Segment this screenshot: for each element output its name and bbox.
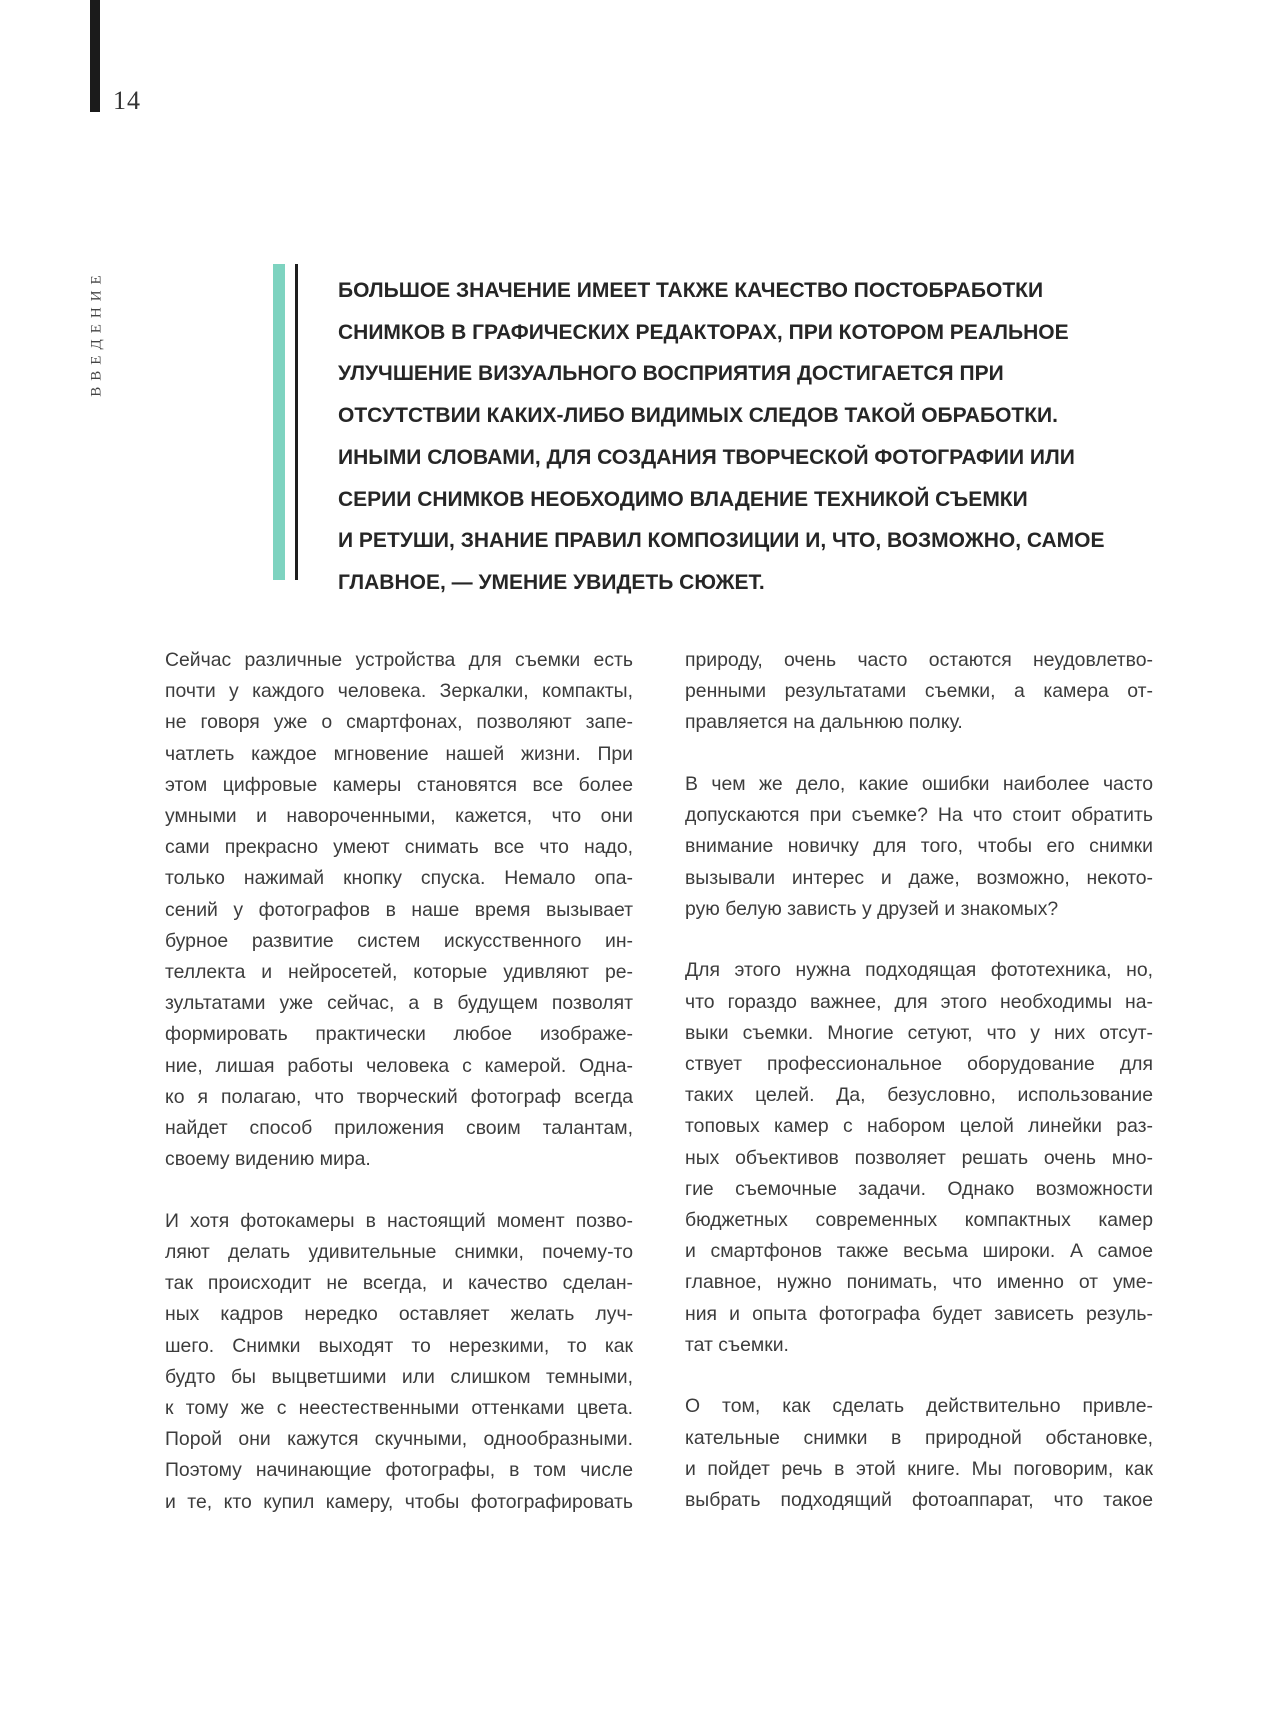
body-paragraph	[165, 645, 633, 1175]
callout-line: СНИМКОВ В ГРАФИЧЕСКИХ РЕДАКТОРАХ, ПРИ КОТОРОМ РЕАЛЬНОЕ	[338, 320, 1069, 344]
text-line: вызывали интерес и даже, возможно, некото-	[685, 866, 1153, 889]
callout-text	[338, 270, 1158, 604]
text-line: ния и опыта фотографа будет зависеть резуль-	[685, 1302, 1153, 1325]
text-line: главное, нужно понимать, что именно от уме-	[685, 1271, 1153, 1294]
text-line: Порой они кажутся скучными, однообразными.	[165, 1428, 633, 1451]
text-line: Для этого нужна подходящая фототехника, но,	[685, 959, 1153, 982]
body-paragraph	[685, 955, 1153, 1361]
callout-line: ГЛАВНОЕ, — УМЕНИЕ УВИДЕТЬ СЮЖЕТ.	[338, 570, 765, 594]
body-paragraph	[165, 1206, 633, 1518]
body-paragraph	[685, 769, 1153, 925]
text-line: чатлеть каждое мгновение нашей жизни. При	[165, 742, 633, 765]
text-line: ных объективов позволяет решать очень мно-	[685, 1146, 1153, 1169]
text-line: Сейчас различные устройства для съемки есть	[165, 649, 633, 671]
text-line: таких целей. Да, безусловно, использование	[685, 1084, 1153, 1107]
text-line: бюджетных современных компактных камер	[685, 1209, 1153, 1232]
callout-line: УЛУЧШЕНИЕ ВИЗУАЛЬНОГО ВОСПРИЯТИЯ ДОСТИГАЕТСЯ ПРИ	[338, 362, 1004, 386]
text-line: О том, как сделать действительно привле-	[685, 1395, 1153, 1418]
page-number: 14	[113, 86, 141, 115]
text-line: природу, очень часто остаются неудовлетво-	[685, 649, 1153, 671]
text-line: В чем же дело, какие ошибки наиболее часто	[685, 773, 1153, 795]
text-line: почти у каждого человека. Зеркалки, компакты,	[165, 680, 633, 703]
text-line: только нажимай кнопку спуска. Немало опа-	[165, 867, 633, 890]
text-line: рую белую зависть у друзей и знакомых?	[685, 897, 1059, 920]
text-line: ных кадров нередко оставляет желать луч-	[165, 1303, 633, 1326]
callout-line: ОТСУТСТВИИ КАКИХ-ЛИБО ВИДИМЫХ СЛЕДОВ ТАКОЙ ОБРАБОТКИ.	[338, 404, 1058, 428]
text-line: что гораздо важнее, для этого необходимы на-	[685, 990, 1153, 1013]
text-line: умными и навороченными, кажется, что они	[165, 805, 633, 828]
callout-quote	[273, 264, 1153, 594]
callout-rule-line	[295, 264, 298, 580]
text-line: тат съемки.	[685, 1333, 789, 1356]
callout-accent-bar	[273, 264, 285, 580]
text-line: этом цифровые камеры становятся все более	[165, 773, 633, 796]
text-line: внимание новичку для того, чтобы его снимки	[685, 835, 1153, 858]
text-line: правляется на дальнюю полку.	[685, 711, 963, 734]
text-line: Поэтому начинающие фотографы, в том числе	[165, 1459, 633, 1482]
text-line: формировать практически любое изображе-	[165, 1023, 633, 1046]
text-line: теллекта и нейросетей, которые удивляют ре-	[165, 961, 633, 984]
body-column-left	[165, 645, 633, 1548]
text-line: своему видению мира.	[165, 1148, 371, 1171]
callout-line: И РЕТУШИ, ЗНАНИЕ ПРАВИЛ КОМПОЗИЦИИ И, ЧТО, ВОЗМОЖНО, САМОЕ	[338, 529, 1105, 553]
text-line: к тому же с неестественными оттенками цвета.	[165, 1397, 633, 1420]
text-line: И хотя фотокамеры в настоящий момент позво-	[165, 1209, 633, 1232]
text-line: ко я полагаю, что творческий фотограф всегда	[165, 1085, 633, 1108]
section-label: ВВЕДЕНИЕ	[88, 269, 105, 397]
text-line: допускаются при съемке? На что стоит обратить	[685, 804, 1153, 827]
text-line: так происходит не всегда, и качество сделан-	[165, 1272, 633, 1295]
callout-line: СЕРИИ СНИМКОВ НЕОБХОДИМО ВЛАДЕНИЕ ТЕХНИКОЙ СЪЕМКИ	[338, 487, 1028, 511]
text-line: и те, кто купил камеру, чтобы фотографировать	[165, 1490, 633, 1513]
body-paragraph	[685, 1391, 1153, 1516]
text-line: будто бы выцветшими или слишком темными,	[165, 1365, 633, 1388]
text-line: зультатами уже сейчас, а в будущем позволят	[165, 992, 633, 1015]
body-paragraph	[685, 645, 1153, 739]
text-line: выбрать подходящий фотоаппарат, что такое	[685, 1489, 1153, 1512]
callout-line: БОЛЬШОЕ ЗНАЧЕНИЕ ИМЕЕТ ТАКЖЕ КАЧЕСТВО ПОСТОБРАБОТКИ	[338, 279, 1044, 302]
text-line: гие съемочные задачи. Однако возможности	[685, 1177, 1153, 1200]
body-column-right	[685, 645, 1153, 1547]
page-marker-bar	[90, 0, 100, 112]
text-line: и смартфонов также весьма широки. А самое	[685, 1240, 1153, 1263]
text-line: шего. Снимки выходят то нерезкими, то как	[165, 1334, 633, 1357]
text-line: ние, лишая работы человека с камерой. Одна-	[165, 1054, 633, 1077]
text-line: и пойдет речь в этой книге. Мы поговорим, как	[685, 1457, 1153, 1480]
text-line: топовых камер с набором целой линейки раз-	[685, 1115, 1153, 1138]
callout-line: ИНЫМИ СЛОВАМИ, ДЛЯ СОЗДАНИЯ ТВОРЧЕСКОЙ ФОТОГРАФИИ ИЛИ	[338, 445, 1075, 469]
text-line: ляют делать удивительные снимки, почему-то	[165, 1241, 633, 1264]
text-line: сений у фотографов в наше время вызывает	[165, 898, 633, 921]
text-line: бурное развитие систем искусственного ин-	[165, 929, 633, 952]
text-line: ренными результатами съемки, а камера от-	[685, 680, 1153, 703]
text-line: кательные снимки в природной обстановке,	[685, 1426, 1153, 1449]
text-line: найдет способ приложения своим талантам,	[165, 1117, 633, 1140]
text-line: выки съемки. Многие сетуют, что у них отсут-	[685, 1021, 1153, 1044]
text-line: ствует профессиональное оборудование для	[685, 1053, 1153, 1076]
text-line: сами прекрасно умеют снимать все что надо,	[165, 836, 633, 859]
text-line: не говоря уже о смартфонах, позволяют запе-	[165, 711, 633, 734]
